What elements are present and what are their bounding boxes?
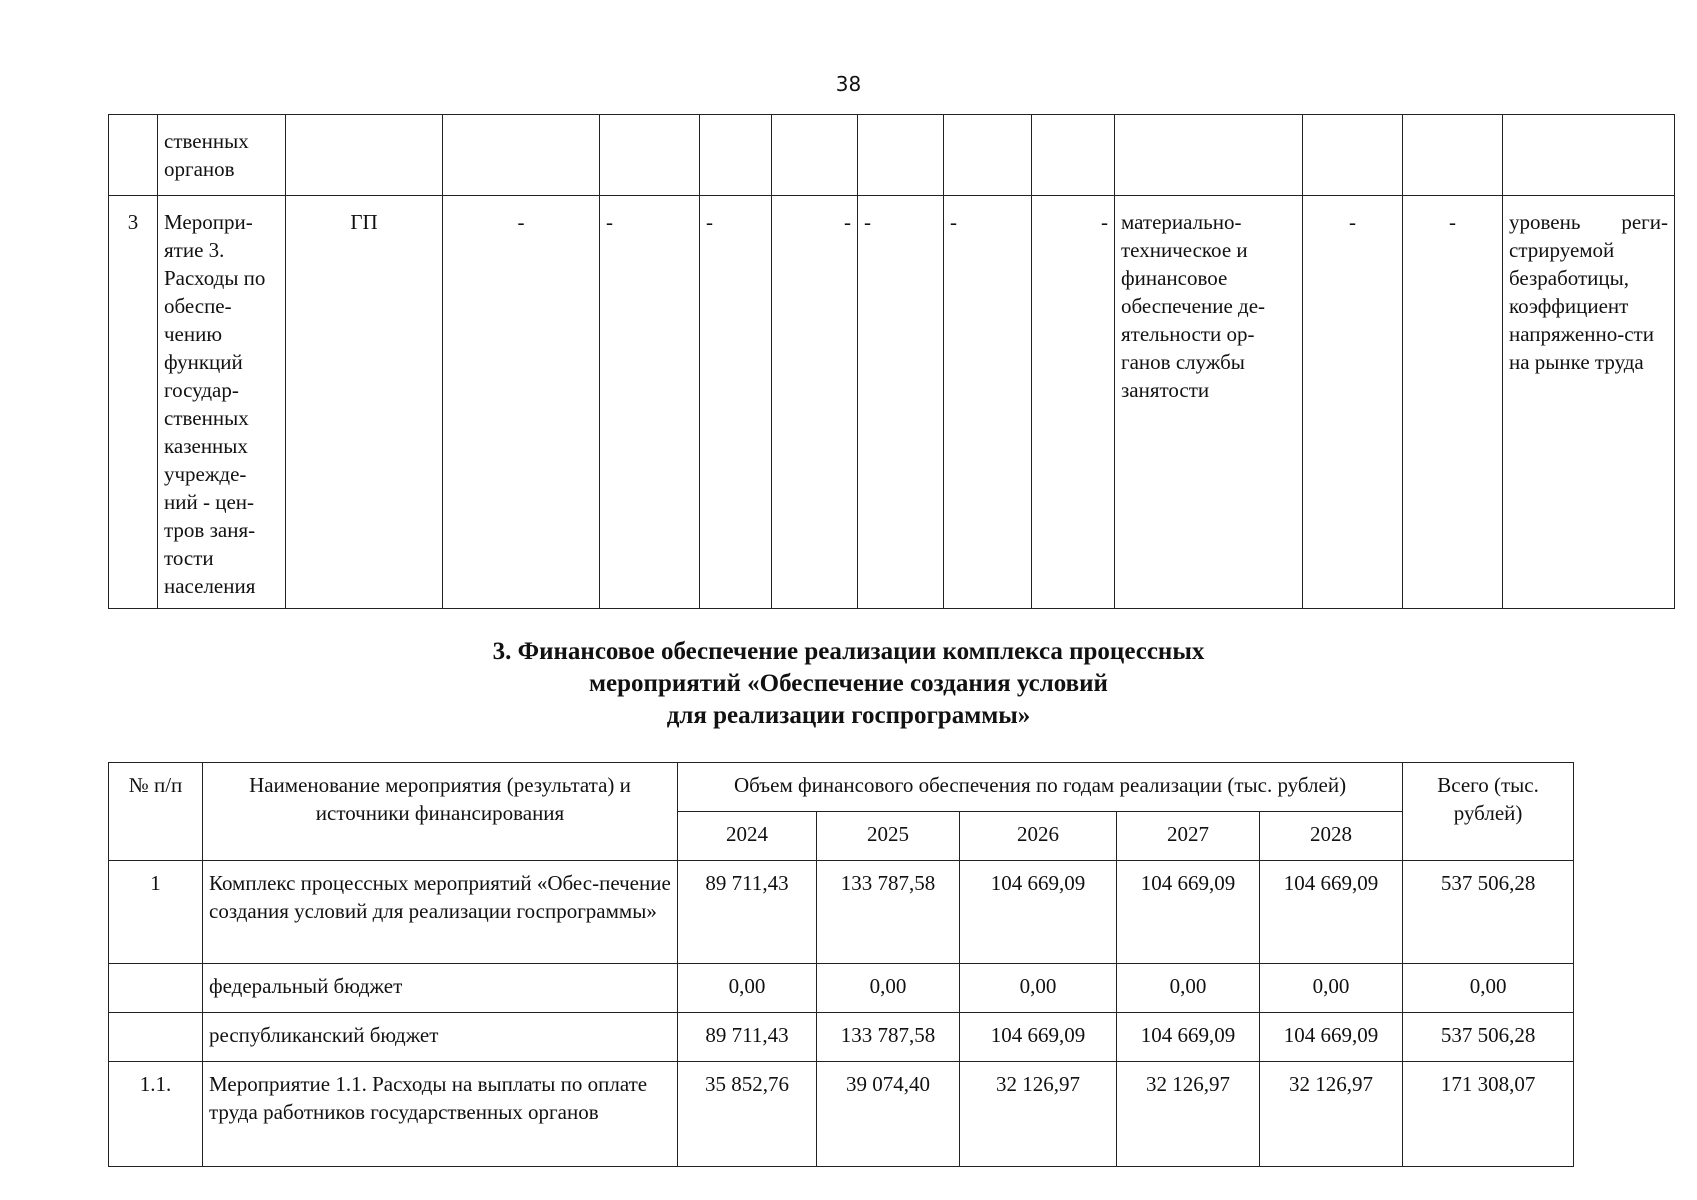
cell-dash: - bbox=[443, 196, 600, 609]
cell-num bbox=[109, 115, 158, 196]
cell-total: 0,00 bbox=[1403, 964, 1574, 1013]
page-number: 38 bbox=[835, 72, 862, 96]
cell bbox=[1503, 115, 1675, 196]
cell-value: 89 711,43 bbox=[678, 861, 817, 964]
cell bbox=[1032, 115, 1115, 196]
table-row bbox=[109, 196, 1675, 609]
cell-value: 104 669,09 bbox=[960, 1013, 1117, 1062]
cell bbox=[600, 115, 700, 196]
cell-dash: - bbox=[944, 196, 1032, 609]
cell bbox=[858, 115, 944, 196]
cell-num: 3 bbox=[109, 196, 158, 609]
cell-dash: - bbox=[600, 196, 700, 609]
cell-executor: ГП bbox=[286, 196, 443, 609]
cell-value: 39 074,40 bbox=[817, 1062, 960, 1167]
table-row bbox=[109, 1062, 1574, 1167]
cell bbox=[286, 115, 443, 196]
cell-name: Комплекс процессных мероприятий «Обес-печение создания условий для реализации госпрограммы» bbox=[203, 861, 678, 964]
header-year: 2027 bbox=[1117, 812, 1260, 861]
cell-num: 1.1. bbox=[109, 1062, 203, 1167]
header-row bbox=[109, 763, 1574, 812]
table-row bbox=[109, 964, 1574, 1013]
cell-value: 104 669,09 bbox=[1117, 861, 1260, 964]
cell bbox=[1115, 115, 1303, 196]
cell-dash: - bbox=[858, 196, 944, 609]
table-row bbox=[109, 115, 1675, 196]
table-row bbox=[109, 861, 1574, 964]
cell-value: 133 787,58 bbox=[817, 1013, 960, 1062]
cell-name: федеральный бюджет bbox=[203, 964, 678, 1013]
cell bbox=[1403, 115, 1503, 196]
cell-value: 0,00 bbox=[960, 964, 1117, 1013]
cell-value: 0,00 bbox=[817, 964, 960, 1013]
financing-table bbox=[108, 762, 1574, 1167]
header-year: 2024 bbox=[678, 812, 817, 861]
cell-indicator: уровень реги-стрируемой безработицы, коэффициент напряженно-сти на рынке труда bbox=[1503, 196, 1675, 609]
cell-num: 1 bbox=[109, 861, 203, 964]
cell-dash: - bbox=[700, 196, 772, 609]
cell-dash: - bbox=[772, 196, 858, 609]
cell-value: 0,00 bbox=[1260, 964, 1403, 1013]
cell-value: 0,00 bbox=[1117, 964, 1260, 1013]
cell-value: 32 126,97 bbox=[1260, 1062, 1403, 1167]
cell bbox=[772, 115, 858, 196]
cell-dash: - bbox=[1303, 196, 1403, 609]
table-row bbox=[109, 1013, 1574, 1062]
cell-name: Меропри-ятие 3. Расходы по обеспе-чению функций государ-ственных казенных учрежде-ний - цен-тров заня-тости населения bbox=[158, 196, 286, 609]
header-volume: Объем финансового обеспечения по годам реализации (тыс. рублей) bbox=[678, 763, 1403, 812]
cell-value: 104 669,09 bbox=[1117, 1013, 1260, 1062]
cell-value: 32 126,97 bbox=[960, 1062, 1117, 1167]
header-year: 2028 bbox=[1260, 812, 1403, 861]
cell-value: 35 852,76 bbox=[678, 1062, 817, 1167]
cell-result: материально-техническое и финансовое обеспечение де-ятельности ор-ганов службы занятости bbox=[1115, 196, 1303, 609]
cell-name: Мероприятие 1.1. Расходы на выплаты по оплате труда работников государственных органов bbox=[203, 1062, 678, 1167]
cell-dash: - bbox=[1032, 196, 1115, 609]
cell bbox=[700, 115, 772, 196]
cell-dash: - bbox=[1403, 196, 1503, 609]
heading-line: для реализации госпрограммы» bbox=[666, 702, 1031, 729]
cell-total: 537 506,28 bbox=[1403, 1013, 1574, 1062]
header-year: 2026 bbox=[960, 812, 1117, 861]
cell-name: республиканский бюджет bbox=[203, 1013, 678, 1062]
cell-value: 32 126,97 bbox=[1117, 1062, 1260, 1167]
cell-name: ственных органов bbox=[158, 115, 286, 196]
cell bbox=[1303, 115, 1403, 196]
header-name: Наименование мероприятия (результата) и источники финансирования bbox=[203, 763, 678, 861]
heading-line: мероприятий «Обеспечение создания условий bbox=[589, 670, 1108, 697]
section-heading bbox=[0, 636, 1697, 732]
cell-value: 133 787,58 bbox=[817, 861, 960, 964]
cell-num bbox=[109, 964, 203, 1013]
heading-line: 3. Финансовое обеспечение реализации комплекса процессных bbox=[492, 638, 1205, 665]
cell-value: 104 669,09 bbox=[1260, 1013, 1403, 1062]
header-year: 2025 bbox=[817, 812, 960, 861]
header-num: № п/п bbox=[109, 763, 203, 861]
cell bbox=[443, 115, 600, 196]
cell-value: 0,00 bbox=[678, 964, 817, 1013]
cell-total: 537 506,28 bbox=[1403, 861, 1574, 964]
cell-total: 171 308,07 bbox=[1403, 1062, 1574, 1167]
header-total: Всего (тыс. рублей) bbox=[1403, 763, 1574, 861]
cell-value: 104 669,09 bbox=[960, 861, 1117, 964]
cell-value: 89 711,43 bbox=[678, 1013, 817, 1062]
activities-table bbox=[108, 114, 1675, 609]
cell-num bbox=[109, 1013, 203, 1062]
cell bbox=[944, 115, 1032, 196]
cell-value: 104 669,09 bbox=[1260, 861, 1403, 964]
